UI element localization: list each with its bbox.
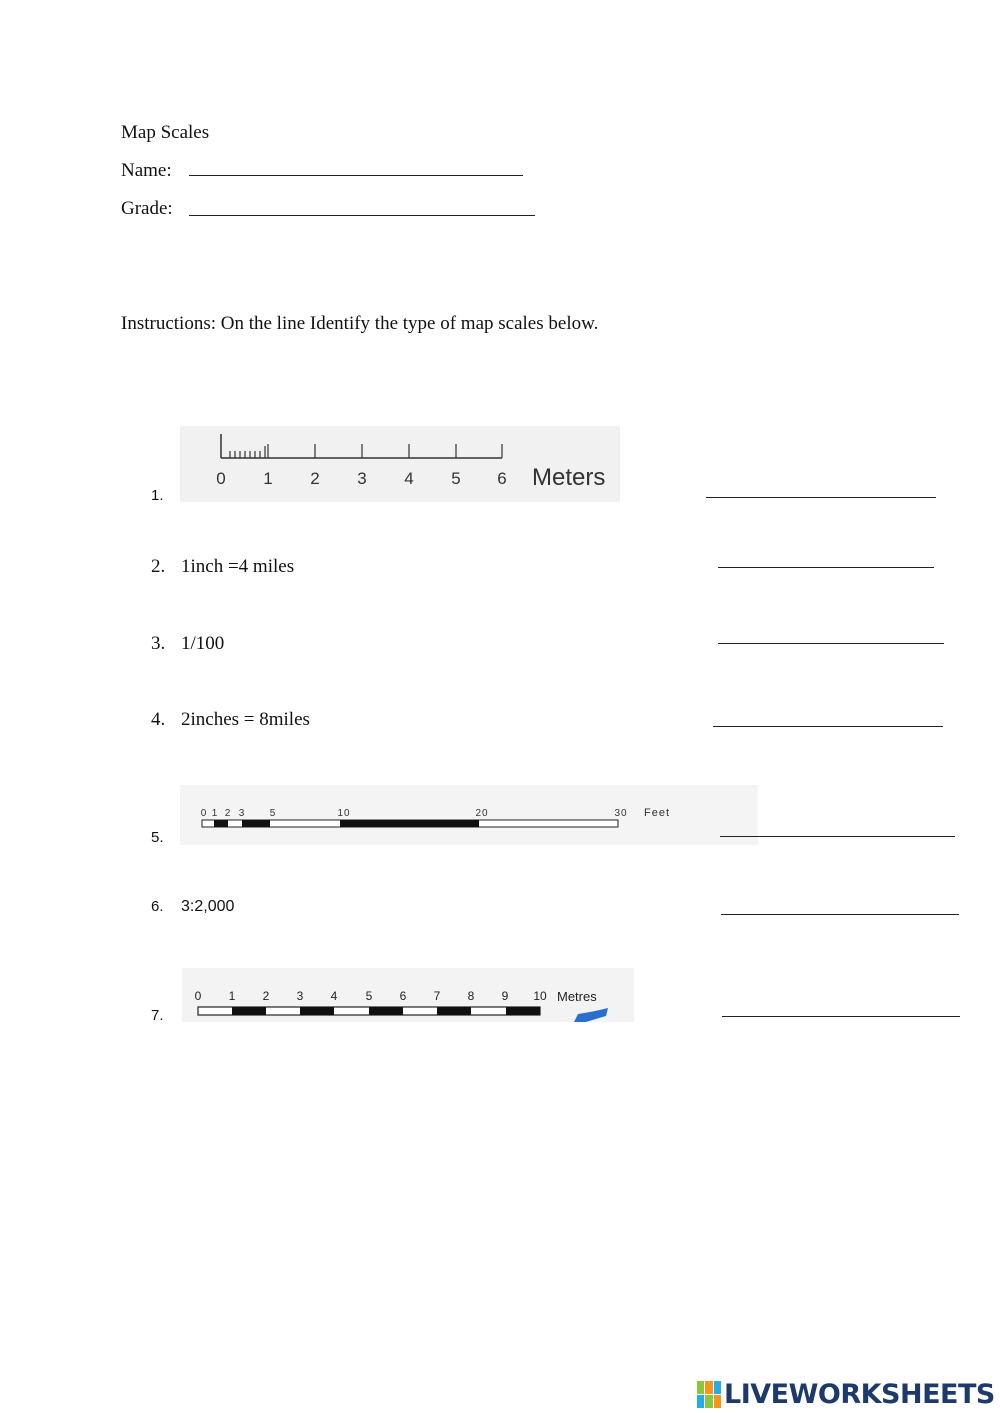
feet-tick-label: 20: [475, 808, 489, 819]
feet-tick-label: 30: [614, 808, 628, 819]
name-answer-line[interactable]: [189, 175, 523, 176]
question-6-answer-line[interactable]: [721, 914, 959, 915]
meters-ruler-scale: [180, 426, 620, 502]
grade-label: Grade:: [121, 198, 173, 219]
question-1-answer-line[interactable]: [706, 497, 936, 498]
metres-tick-label: 10: [533, 989, 547, 1003]
question-3-answer-line[interactable]: [718, 643, 944, 644]
meters-tick-label: 5: [451, 469, 461, 488]
feet-tick-label: 0: [200, 808, 208, 819]
question-4-number: 4.: [151, 709, 166, 730]
question-5-answer-line[interactable]: [720, 836, 955, 837]
metres-tick-label: 2: [262, 989, 270, 1003]
feet-tick-label: 10: [337, 808, 351, 819]
feet-tick-label: 1: [211, 808, 219, 819]
metres-tick-label: 4: [330, 989, 338, 1003]
feet-tick-label: 2: [224, 808, 232, 819]
question-1-number: 1.: [151, 487, 164, 504]
scale-image-metres: [182, 968, 634, 1022]
meters-tick-label: 6: [497, 469, 507, 488]
scale-image-meters: [180, 426, 620, 502]
feet-unit-label: Feet: [644, 807, 671, 819]
metres-tick-label: 7: [433, 989, 441, 1003]
question-2-text: 1inch =4 miles: [181, 556, 295, 577]
question-6-number: 6.: [151, 898, 164, 915]
metres-tick-label: 5: [365, 989, 373, 1003]
metres-bar-scale: [182, 968, 634, 1022]
metres-tick-label: 1: [228, 989, 236, 1003]
worksheet-title: Map Scales: [121, 122, 210, 143]
metres-tick-label: 3: [296, 989, 304, 1003]
question-5-number: 5.: [151, 829, 164, 846]
question-4-text: 2inches = 8miles: [181, 709, 310, 730]
meters-tick-label: 4: [404, 469, 414, 488]
question-7-number: 7.: [151, 1007, 164, 1024]
metres-tick-label: 6: [399, 989, 407, 1003]
metres-tick-label: 9: [501, 989, 509, 1003]
metres-unit-label: Metres: [557, 989, 597, 1004]
grade-answer-line[interactable]: [189, 215, 535, 216]
meters-tick-label: 0: [216, 469, 226, 488]
question-6-text: 3:2,000: [181, 898, 235, 915]
meters-tick-label: 3: [357, 469, 367, 488]
meters-unit-label: Meters: [532, 464, 606, 491]
metres-tick-label: 8: [467, 989, 475, 1003]
metres-tick-label: 0: [194, 989, 202, 1003]
name-label: Name:: [121, 160, 172, 181]
question-3-number: 3.: [151, 633, 166, 654]
feet-bar-scale: [180, 785, 758, 845]
liveworksheets-logo-icon: [697, 1381, 721, 1408]
liveworksheets-brand: LIVEWORKSHEETS: [724, 1378, 995, 1410]
meters-tick-label: 1: [263, 469, 273, 488]
scale-image-feet: [180, 785, 758, 845]
liveworksheets-logo: [697, 1378, 997, 1410]
meters-tick-label: 2: [310, 469, 320, 488]
question-4-answer-line[interactable]: [713, 726, 943, 727]
feet-tick-label: 3: [238, 808, 246, 819]
question-3-text: 1/100: [181, 633, 225, 654]
blue-decoration-icon: [574, 1008, 608, 1022]
feet-tick-label: 5: [269, 808, 277, 819]
question-2-answer-line[interactable]: [718, 567, 934, 568]
question-7-answer-line[interactable]: [722, 1016, 960, 1017]
instructions-text: Instructions: On the line Identify the type of map scales below.: [121, 313, 599, 334]
question-2-number: 2.: [151, 556, 166, 577]
